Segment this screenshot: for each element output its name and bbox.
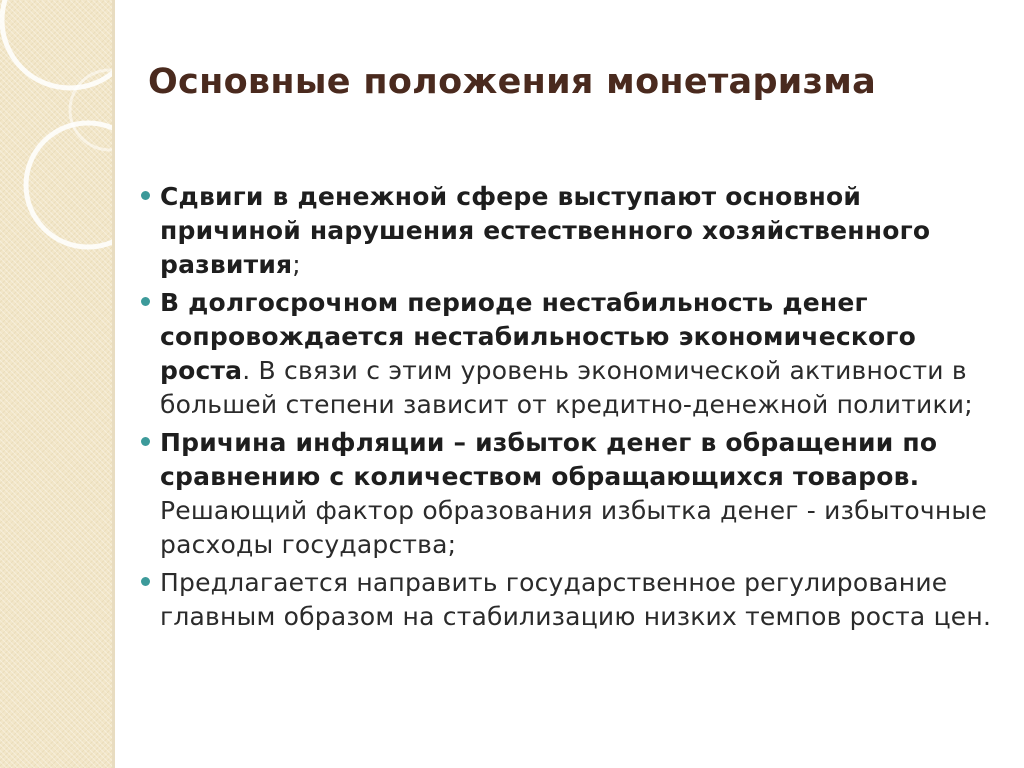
bullet-item [140, 180, 1010, 282]
decorative-rings-icon [0, 0, 112, 768]
bullet-bold-text: Сдвиги в денежной сфере выступают основной причиной нарушения естественного хозяйственного развития [160, 182, 931, 279]
bullet-dot-icon [141, 191, 150, 200]
decorative-side-strip [0, 0, 112, 768]
bullet-item [140, 566, 1010, 634]
bullet-item [140, 426, 1010, 562]
bullet-text: ; [292, 250, 301, 279]
bullet-text: . В связи с этим уровень экономической активности в большей степени зависит от кредитно-денежной политики; [160, 356, 973, 419]
side-strip-divider [112, 0, 115, 768]
bullet-dot-icon [141, 577, 150, 586]
bullet-item [140, 286, 1010, 422]
bullet-dot-icon [141, 297, 150, 306]
bullet-text: Предлагается направить государственное регулирование главным образом на стабилизацию низких темпов роста цен. [160, 568, 992, 631]
bullet-dot-icon [141, 437, 150, 446]
bullet-bold-text: Причина инфляции – избыток денег в обращении по сравнению с количеством обращающихся товаров. [160, 428, 938, 491]
bullet-text: Решающий фактор образования избытка денег - избыточные расходы государства; [160, 496, 987, 559]
bullet-bold-text: В долгосрочном периоде нестабильность денег сопровождается нестабильностью экономического роста [160, 288, 917, 385]
slide-title: Основные положения монетаризма [148, 62, 877, 102]
bullet-list [140, 180, 1010, 638]
